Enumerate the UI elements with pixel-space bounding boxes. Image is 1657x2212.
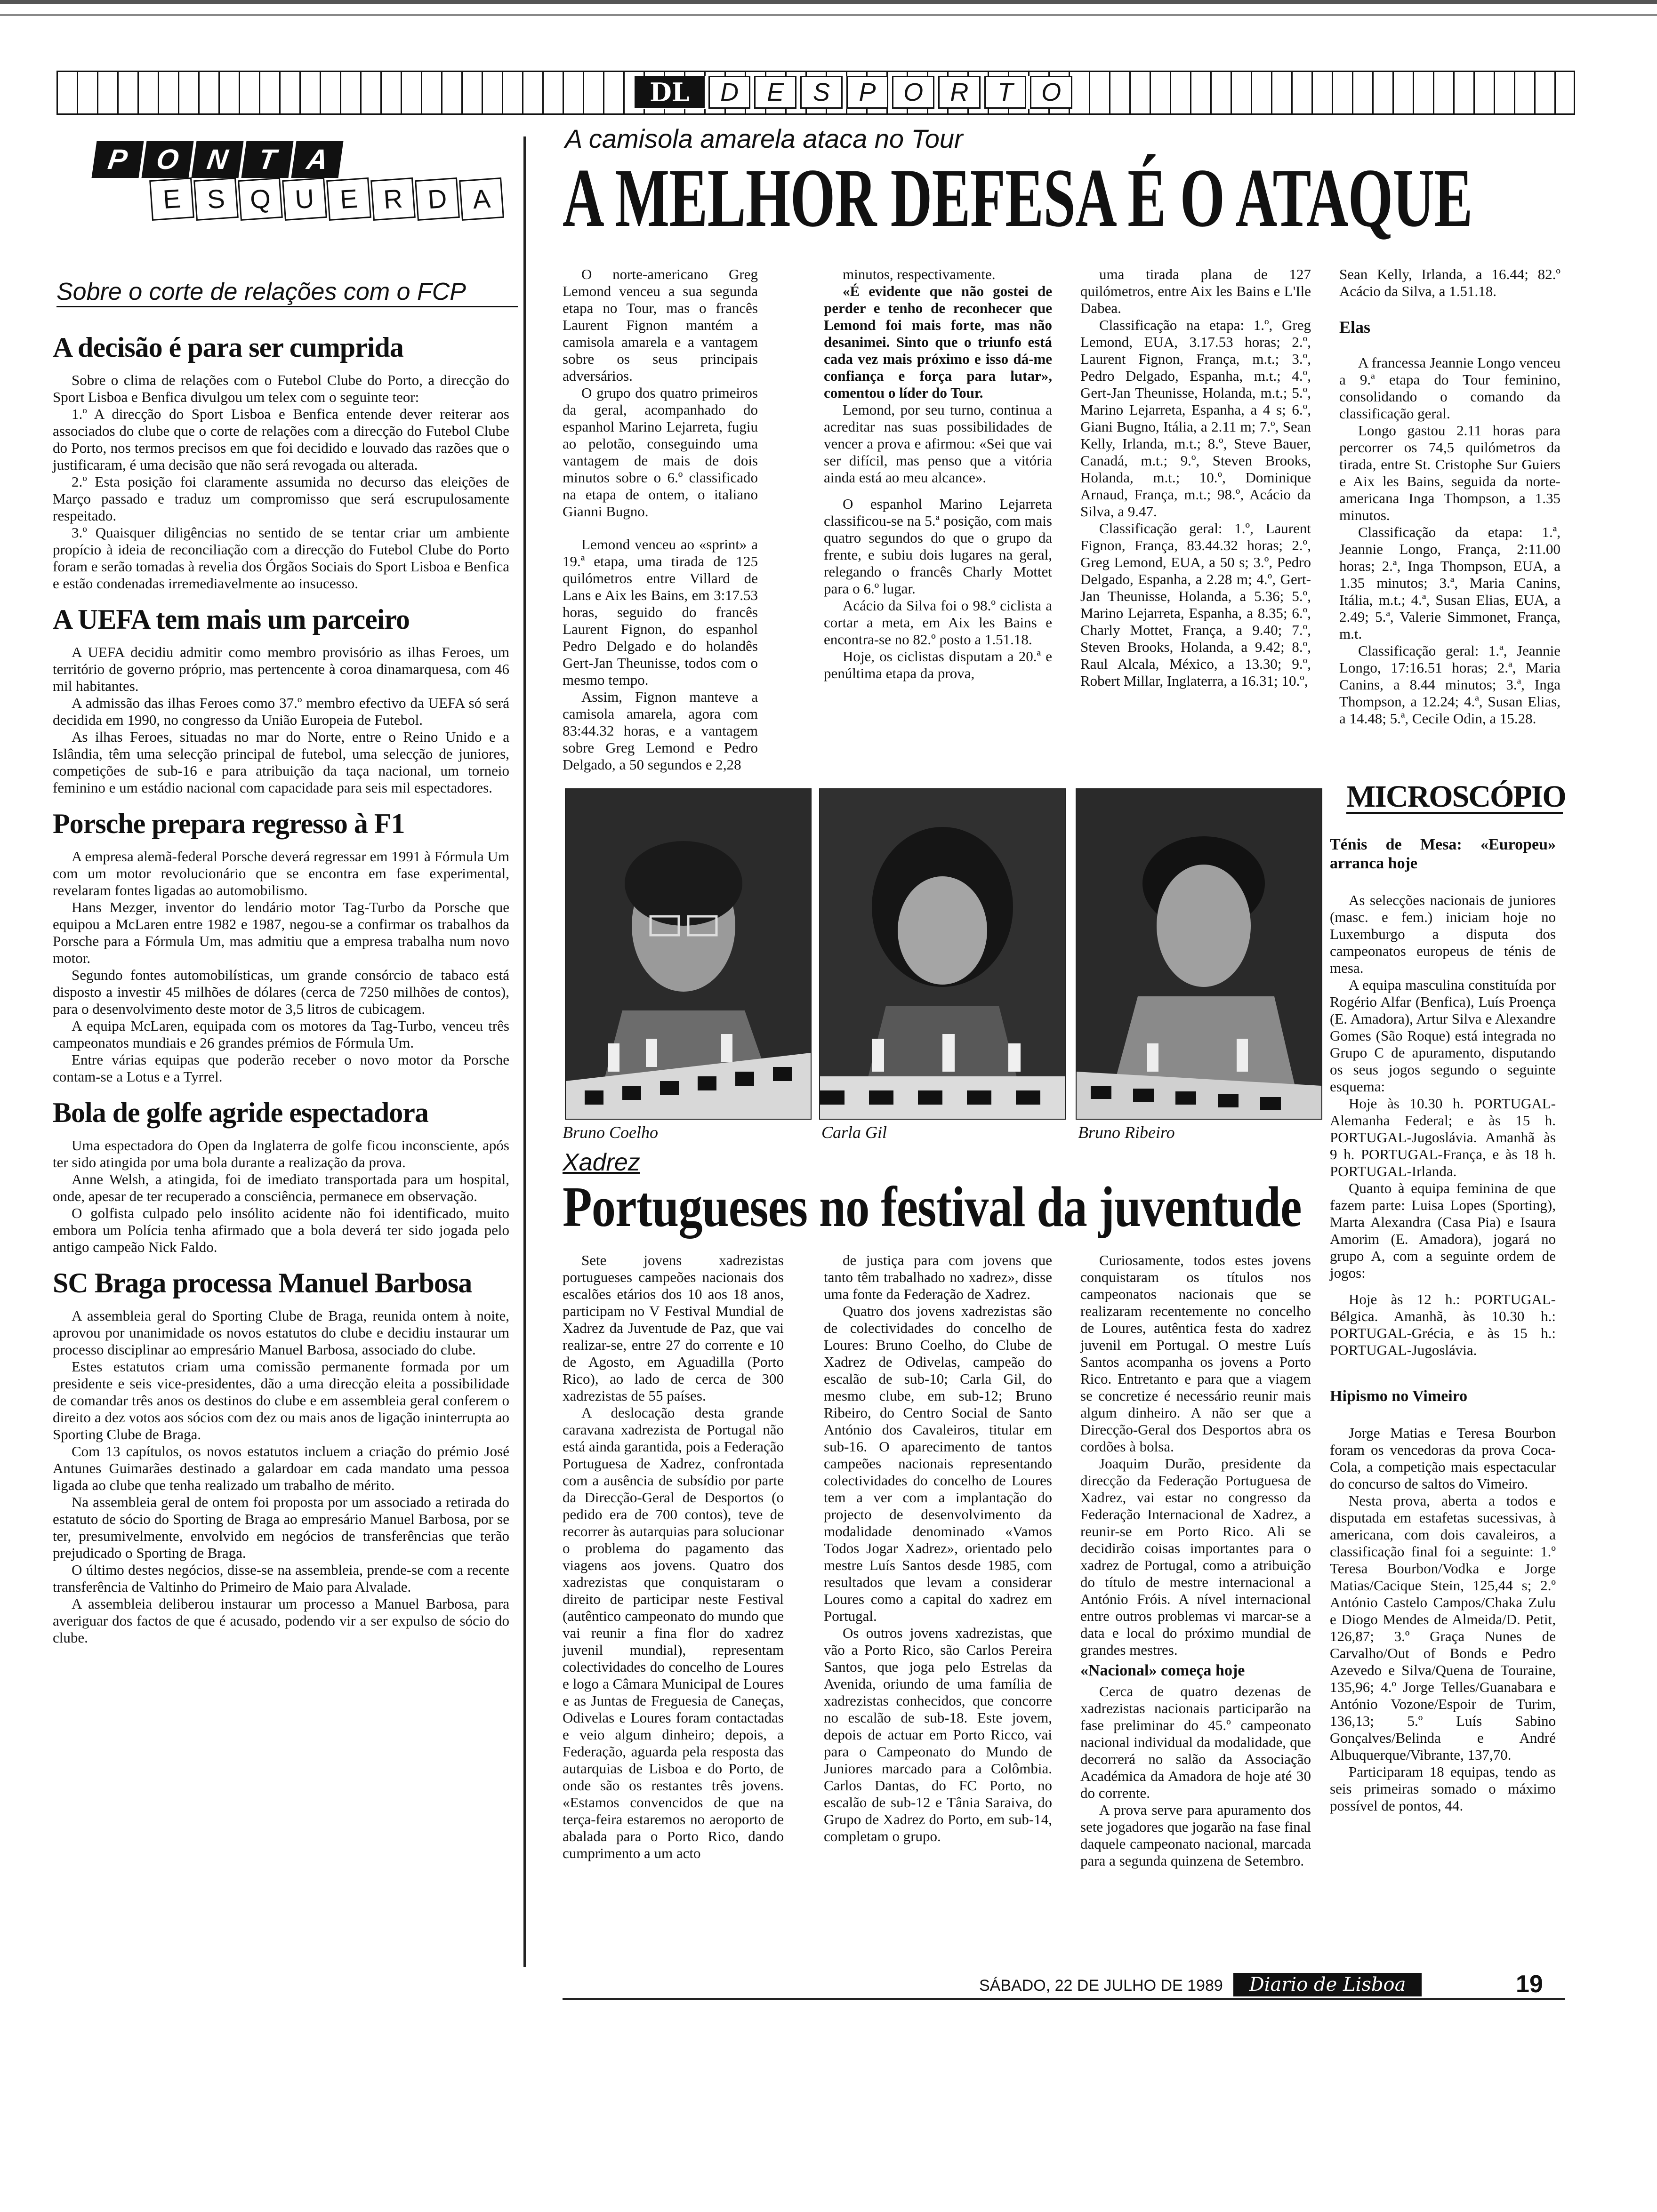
left-column-kicker: Sobre o corte de relações com o FCP — [56, 278, 518, 307]
article-title: A decisão é para ser cumprida — [53, 332, 403, 363]
ponta-letter: A — [291, 141, 344, 178]
tour-paragraph: Sean Kelly, Irlanda, a 16.44; 82.º Acácio da Silva, a 1.51.18. — [1339, 266, 1560, 299]
elas-paragraph: Longo gastou 2.11 horas para percorrer os 74,5 quilómetros da tirada, entre St. Cristophe Sur Guiers e Aix les Bains, seguida da norte-americana Inga Thompson, a 1.35 minutos. — [1339, 422, 1560, 523]
ponta-letter: N — [192, 141, 244, 178]
xadrez-paragraph: A deslocação desta grande caravana xadrezista de Portugal não está ainda garantida, pois a Federação Portuguesa de Xadrez, confrontada com a ausência de subsídio por parte da Direcção-Geral de Desportos (o pedido era de 700 contos), teve de recorrer às autarquias para solucionar o problema do pagamento das viagens aos jovens. Quatro dos xadrezistas que conquistaram o direito de participar neste Festival (autêntico campeonato do mundo que vai reunir a fina flor do xadrez juvenil mundial), representam colectividades do concelho de Loures e logo a Câmara Municipal de Loures e as Juntas de Freguesia de Caneças, Odivelas e Loures foram contactadas e veio algum dinheiro; depois, a Federação, aguarda pela resposta das autarquias de Lisboa e do Porto, de onde são os restantes três jovens. «Estamos convencidos de que na terça-feira estaremos no aeroporto de abalada para o Porto Rico, dando cumprimento a um acto — [563, 1404, 784, 1861]
tour-paragraph: minutos, respectivamente. — [843, 266, 996, 282]
tour-column-2 — [824, 266, 1052, 682]
esquerda-letter: R — [370, 177, 416, 221]
tenis-paragraph: Quanto à equipa feminina de que fazem parte: Luisa Lopes (Sporting), Marta Alexandra (Casa Pia) e Isaura Amorim (E. Amadora), jogará no grupo A, com a seguinte ordem de jogos: — [1330, 1180, 1556, 1281]
article-paragraph: Uma espectadora do Open da Inglaterra de golfe ficou inconsciente, após ter sido atingida por uma bola durante a realização da prova. — [53, 1137, 509, 1170]
tour-quote: «É evidente que não gostei de perder e tenho de reconhecer que Lemond foi mais forte, mas não desanimei. Sinto que o triunfo está cada vez mais próximo e isso dá-me confiança e força para lutar», comentou o líder do Tour. — [824, 283, 1052, 401]
chess-player-photo — [1077, 789, 1321, 1119]
xadrez-paragraph: A prova serve para apuramento dos sete jogadores que jogarão na fase final daquele campeonato nacional, marcada para a segunda quinzena de Setembro. — [1080, 1802, 1311, 1869]
page-number: 19 — [1516, 1971, 1543, 1998]
xadrez-paragraph: Sete jovens xadrezistas portugueses campeões nacionais dos escalões etários dos 10 aos 18 anos, participam no V Festival Mundial de Xadrez da Juventude de Paz, que vai realizar-se, entre 27 do corrente e 10 de Agosto, em Aguadilla (Porto Rico), ao lado de cerca de 300 xadrezistas de 55 países. — [563, 1252, 784, 1404]
article-paragraph: A UEFA decidiu admitir como membro provisório as ilhas Feroes, um território de governo próprio, mas pertencente à coroa dinamarquesa, com 46 mil habitantes. — [53, 644, 509, 694]
tour-paragraph: O espanhol Marino Lejarreta classificou-se na 5.ª posição, com mais quatro segundos do que o grupo da frente, e subiu dois lugares na geral, relegando o francês Charly Mottet para o 6.º lugar. — [824, 496, 1052, 597]
tour-paragraph: Assim, Fignon manteve a camisola amarela, agora com 83:44.32 horas, e a vantagem sobre Greg Lemond e Pedro Delgado, a 50 segundos e 2,28 — [563, 689, 758, 773]
article-paragraph: O último destes negócios, disse-se na assembleia, prende-se com a recente transferência de Valtinho do Primeiro de Maio para Alvalade. — [53, 1562, 509, 1595]
photo-bruno-coelho — [565, 788, 812, 1120]
column-separator — [523, 136, 526, 1967]
tenis-title: Ténis de Mesa: «Europeu» arranca hoje — [1330, 836, 1556, 872]
tenis-paragraph: A equipa masculina constituída por Rogério Alfar (Benfica), Luís Proença (E. Amadora), Artur Silva e Alexandre Gomes (São Roque) está integrada no Grupo C de apuramento, disputando os seus jogos segundo o seguinte esquema: — [1330, 977, 1556, 1095]
tenis-paragraph: As selecções nacionais de juniores (masc. e fem.) iniciam hoje no Luxemburgo a disputa dos campeonatos europeus de ténis de mesa. — [1330, 892, 1556, 976]
photo-caption: Bruno Coelho — [563, 1123, 658, 1142]
section-letter: D — [708, 76, 751, 109]
article-paragraph: A assembleia geral do Sporting Clube de Braga, reunida ontem à noite, aprovou por unanimidade os novos estatutos do clube e decidiu instaurar um processo disciplinar ao empresário Manuel Barbosa, associado do clube. — [53, 1307, 509, 1358]
esquerda-letter: E — [149, 177, 194, 221]
esquerda-letter: S — [193, 177, 239, 221]
elas-title: Elas — [1339, 318, 1371, 337]
esquerda-logo — [151, 179, 505, 219]
article-paragraph: 2.º Esta posição foi claramente assumida no decurso das eleições de Março passado e traduz um compromisso que será escrupulosamente respeitado. — [53, 473, 509, 524]
footer-rule — [563, 1998, 1565, 2000]
article-title: SC Braga processa Manuel Barbosa — [53, 1267, 472, 1298]
esquerda-letter: D — [415, 177, 460, 221]
tour-paragraph: uma tirada plana de 127 quilómetros, entre Aix les Bains e L'Ile Dabea. — [1080, 266, 1311, 316]
section-letter: T — [984, 76, 1027, 109]
hipismo-paragraph: Jorge Matias e Teresa Bourbon foram os vencedoras da prova Coca-Cola, a competição mais espectacular do concurso de saltos do Vimeiro. — [1330, 1425, 1556, 1492]
xadrez-paragraph: de justiça para com jovens que tanto têm trabalhado no xadrez», disse uma fonte da Federação de Xadrez. — [824, 1252, 1052, 1302]
top-thin-rule — [0, 14, 1657, 16]
article-paragraph: Segundo fontes automobilísticas, um grande consórcio de tabaco está disposto a investir 45 milhões de dólares (cerca de 7250 milhões de contos), para o desenvolvimento deste motor de 3,5 litros de cubicagem. — [53, 967, 509, 1017]
section-letter: O — [892, 76, 934, 109]
elas-paragraph: A francessa Jeannie Longo venceu a 9.ª etapa do Tour feminino, consolidando o comando da classificação geral. — [1339, 354, 1560, 422]
article-paragraph: Estes estatutos criam uma comissão permanente formada por um presidente e seis vice-presidentes, dão a uma direcção eleita a possibilidade de comandar três anos os destinos do clube e em assembleia geral conferem o direito a dez votos aos sócios com dez ou mais anos de ligação ininterrupta ao Sporting Clube de Braga. — [53, 1358, 509, 1443]
tour-paragraph: Classificação na etapa: 1.º, Greg Lemond, EUA, 3.17.53 horas; 2.º, Laurent Fignon, França, m.t.; 3.º, Pedro Delgado, Espanha, m.t.; 4.º, Gert-Jan Theunisse, Holanda, m.t.; 5.º, Marino Lejarreta, Espanha, a 4 s; 6.º, Giani Bugno, Itália, a 2.11 m; 7.º, Sean Kelly, Irlanda, m.t.; 8.º, Steve Bauer, Canadá, m.t.; 9.º, Steven Brooks, Holanda, m.t.; 10.º, Dominique Arnaud, França, m.t.; 98.º, Acácio da Silva, a 9.47. — [1080, 317, 1311, 520]
tour-paragraph: Hoje, os ciclistas disputam a 20.ª e penúltima etapa da prova, — [824, 648, 1052, 681]
esquerda-letter: Q — [238, 177, 283, 221]
article-title: A UEFA tem mais um parceiro — [53, 604, 410, 635]
tenis-paragraph: Hoje às 10.30 h. PORTUGAL-Alemanha Federal; e às 15 h. PORTUGAL-Jugoslávia. Amanhã às 9 h. PORTUGAL-França, e às 18 h. PORTUGAL-Irlanda. — [1330, 1095, 1556, 1179]
photo-caption: Carla Gil — [821, 1123, 887, 1142]
xadrez-column-2 — [824, 1252, 1052, 1845]
tour-kicker: A camisola amarela ataca no Tour — [565, 124, 963, 153]
dl-logo: DL — [635, 76, 705, 108]
article-paragraph: Hans Mezger, inventor do lendário motor Tag-Turbo da Porsche que equipou a McLaren entre 1982 e 1987, negou-se a confirmar os trabalhos da Porsche para a Fórmula Um, mas admitiu que a empresa trabalha num novo motor. — [53, 899, 509, 966]
ponta-letter: T — [241, 141, 294, 178]
article-paragraph: Anne Welsh, a atingida, foi de imediato transportada para um hospital, onde, apesar de ter recuperado a consciência, permanece em observação. — [53, 1171, 509, 1204]
tour-column-3 — [1080, 266, 1311, 689]
article-paragraph: Sobre o clima de relações com o Futebol Clube do Porto, a direcção do Sport Lisboa e Benfica divulgou um telex com o seguinte teor: — [53, 372, 509, 405]
ponta-logo — [94, 141, 344, 178]
xadrez-paragraph: Curiosamente, todos estes jovens conquistaram os títulos nos campeonatos nacionais que se realizaram recentemente no concelho de Loures, autêntica festa do xadrez juvenil em Portugal. O mestre Luís Santos acompanha os jovens a Porto Rico. Entretanto e para que a viagem se concretize é necessário reunir mais algum dinheiro. A não ser que a Direcção-Geral dos Desportos abra os cordões à bolsa. — [1080, 1252, 1311, 1455]
elas-paragraph: Classificação da etapa: 1.ª, Jeannie Longo, França, 2:11.00 horas; 2.ª, Inga Thompson, EUA, a 1.35 minutos; 3.ª, Maria Canins, Itália, m.t.; 4.ª, Susan Elias, EUA, a 2.49; 5.ª, Valerie Simmonet, França, m.t. — [1339, 524, 1560, 642]
article-paragraph: O golfista culpado pelo insólito acidente não foi identificado, muito embora um Polícia tenha afirmado que a bola deverá ter sido jogada pelo antigo campeão Nick Faldo. — [53, 1205, 509, 1255]
xadrez-paragraph: Os outros jovens xadrezistas, que vão a Porto Rico, são Carlos Pereira Santos, que joga pelo Estrelas da Avenida, oriundo de uma família de xadrezistas conhecidos, que concorre no escalão de sub-18. Este jovem, depois de actuar em Porto Ricco, vai para o Campeonato do Mundo de Juniores marcado para a Colômbia. Carlos Dantas, do FC Porto, no escalão de sub-12 e Tânia Saraiva, do Grupo de Xadrez do Porto, em sub-14, completam o grupo. — [824, 1625, 1052, 1844]
section-letter: R — [938, 76, 981, 109]
microscopio-title: MICROSCÓPIO — [1346, 779, 1566, 814]
photo-bruno-ribeiro — [1076, 788, 1322, 1120]
tour-column-1 — [563, 266, 758, 773]
chess-player-photo — [820, 789, 1065, 1119]
ponta-letter: O — [142, 141, 194, 178]
article-paragraph: 1.º A direcção do Sport Lisboa e Benfica entende dever reiterar aos associados do clube que o corte de relações com a direcção do Futebol Clube do Porto, nos termos precisos em que foi decidido e louvado das razões que o justificaram, é uma decisão que não será revogada ou alterada. — [53, 406, 509, 473]
article-paragraph: A admissão das ilhas Feroes como 37.º membro efectivo da UEFA só será decidida em 1990, no congresso da União Europeia de Futebol. — [53, 695, 509, 728]
top-edge-rule — [0, 0, 1657, 4]
section-letter: E — [754, 76, 796, 109]
esquerda-letter: U — [282, 177, 327, 221]
xadrez-kicker: Xadrez — [563, 1149, 640, 1176]
xadrez-column-1 — [563, 1252, 784, 1862]
microscopio-column — [1330, 835, 1556, 1814]
section-masthead-strip — [56, 71, 1575, 115]
xadrez-paragraph: Cerca de quatro dezenas de xadrezistas nacionais participarão na fase preliminar do 45.º campeonato nacional individual da modalidade, que decorrerá no salão da Associação Académica da Amadora de hoje até 30 do corrente. — [1080, 1683, 1311, 1801]
tour-column-4 — [1339, 266, 1560, 727]
section-letter: P — [846, 76, 889, 109]
tour-paragraph: O grupo dos quatro primeiros da geral, acompanhado do espanhol Marino Lejarreta, fugiu ao pelotão, conseguindo uma vantagem de mais de dois minutos sobre o 6.º classificado na etapa de ontem, o italiano Gianni Bugno. — [563, 385, 758, 520]
article-paragraph: Com 13 capítulos, os novos estatutos incluem a criação do prémio José Antunes Guimarães destinado a galardoar em cada mandato uma pessoa ligada ao clube que tenha realizado um trabalho de mérito. — [53, 1443, 509, 1493]
chess-player-photo — [566, 789, 811, 1119]
xadrez-paragraph: Quatro dos jovens xadrezistas são de colectividades do concelho de Loures: Bruno Coelho, do Clube de Xadrez de Odivelas, campeão do escalão de sub-10; Carla Gil, do mesmo clube, em sub-12; Bruno Ribeiro, do Centro Social de Santo António dos Cavaleiros, titular em sub-16. O aparecimento de tantos campeões nacionais representando colectividades do concelho de Loures tem a ver com a implantação do projecto de desenvolvimento da modalidade denominado «Vamos Todos Jogar Xadrez», orientado pelo mestre Luís Santos desde 1985, com resultados que levam a considerar Loures como a capital do xadrez em Portugal. — [824, 1303, 1052, 1624]
photo-carla-gil — [819, 788, 1066, 1120]
tour-paragraph: Acácio da Silva foi o 98.º ciclista a cortar a meta, em Aix les Bains e encontra-se no 82.º posto a 1.51.18. — [824, 597, 1052, 648]
xadrez-paragraph: Joaquim Durão, presidente da direcção da Federação Portuguesa de Xadrez, vai estar no congresso da Federação Internacional de Xadrez, a reunir-se em Porto Rico. Ali se decidirão coisas importantes para o xadrez de Portugal, como a atribuição do título de mestre internacional a António Fróis. A nível internacional entre outros problemas vi marcar-se a data e local do próximo mundial de grandes mestres. — [1080, 1455, 1311, 1658]
hipismo-paragraph: Nesta prova, aberta a todos e disputada em estafetas sucessivas, à americana, com dois cavaleiros, a classificação final foi a seguinte: 1.º Teresa Bourbon/Vodka e Jorge Matias/Cacique Stein, 125,44 s; 2.º António Castelo Campos/Chaka Zulu e Diogo Mendes de Almeida/D. Petit, 126,87; 3.º Graça Nunes de Carvalho/Out of Bonds e Pedro Azevedo e Silva/Quena de Touraine, 135,96; 4.º Jorge Telles/Guanabara e António Vozone/Espoir de Turim, 136,13; 5.º Luís Sabino Gonçalves/Belinda e André Albuquerque/Vibrante, 137,70. — [1330, 1492, 1556, 1763]
article-paragraph: As ilhas Feroes, situadas no mar do Norte, entre o Reino Unido e a Islândia, têm uma selecção principal de futebol, uma selecção de juniores, competições de sub-16 e para atribuição da taça nacional, um torneio feminino e um estádio nacional com capacidade para seis mil espectadores. — [53, 729, 509, 796]
section-letter: O — [1030, 76, 1072, 109]
tour-headline: A MELHOR DEFESA É O ATAQUE — [563, 151, 1472, 244]
article-paragraph: A equipa McLaren, equipada com os motores da Tag-Turbo, venceu três campeonatos mundiais e 26 grandes prémios de Fórmula Um. — [53, 1018, 509, 1051]
article-title: Bola de golfe agride espectadora — [53, 1097, 428, 1128]
tenis-paragraph: Hoje às 12 h.: PORTUGAL-Bélgica. Amanhã, às 10.30 h.: PORTUGAL-Grécia, e às 15 h.: PORTUGAL-Jugoslávia. — [1330, 1291, 1556, 1358]
article-paragraph: Entre várias equipas que poderão receber o novo motor da Porsche contam-se a Lotus e a Tyrrel. — [53, 1051, 509, 1085]
tour-paragraph: Classificação geral: 1.º, Laurent Fignon, França, 83.44.32 horas; 2.º, Greg Lemond, EUA, a 50 s; 3.º, Pedro Delgado, Espanha, a 2.28 m; 4.º, Gert-Jan Theunisse, Holanda, a 5.36; 5.º, Marino Lejarreta, Espanha, a 8.35; 6.º, Charly Mottet, França, a 9.40; 7.º, Steven Brooks, Holanda, a 9.42; 8.º, Raul Alcala, México, a 13.30; 9.º, Robert Millar, Inglaterra, a 16.31; 10.º, — [1080, 520, 1311, 689]
hipismo-title: Hipismo no Vimeiro — [1330, 1387, 1468, 1405]
photo-caption: Bruno Ribeiro — [1078, 1123, 1175, 1142]
section-label-box — [635, 76, 1072, 109]
tour-paragraph: Lemond, por seu turno, continua a acreditar nas suas possibilidades de vencer a prova e afirmou: «Sei que vai ser difícil, mas penso que a vitória ainda está ao meu alcance». — [824, 401, 1052, 486]
footer-date: SÁBADO, 22 DE JULHO DE 1989 — [979, 1977, 1223, 1995]
elas-paragraph: Classificação geral: 1.ª, Jeannie Longo, 17:16.51 horas; 2.ª, Maria Canins, a 8.44 minutos; 3.ª, Inga Thompson, a 12.24; 4.ª, Susan Elias, a 14.48; 5.ª, Cecile Odin, a 15.28. — [1339, 642, 1560, 727]
tour-paragraph: Lemond venceu ao «sprint» a 19.ª etapa, uma tirada de 125 quilómetros entre Villard de Lans e Aix les Bains, em 3:17.53 horas, seguido do francês Laurent Fignon, do espanhol Pedro Delgado e do holandês Gert-Jan Theunisse, todos com o mesmo tempo. — [563, 536, 758, 688]
xadrez-column-3 — [1080, 1252, 1311, 1869]
article-title: Porsche prepara regresso à F1 — [53, 808, 405, 839]
hipismo-paragraph: Participaram 18 equipas, tendo as seis primeiras somado o máximo possível de pontos, 44. — [1330, 1763, 1556, 1814]
article-paragraph: 3.º Quaisquer diligências no sentido de se tentar criar um ambiente propício à ideia de reconciliação com a direcção do Futebol Clube do Porto foram e serão tomadas à revelia dos Órgãos Sociais do Sport Lisboa e Benfica e estão condenadas irremediavelmente ao insucesso. — [53, 524, 509, 592]
nacional-title: «Nacional» começa hoje — [1080, 1662, 1245, 1679]
esquerda-letter: A — [459, 177, 504, 221]
article-paragraph: Na assembleia geral de ontem foi proposta por um associado a retirada do estatuto de sócio do Sporting de Braga ao empresário Manuel Barbosa, por se ter, presumivelmente, envolvido em negócios de transferências que terão prejudicado o Sporting de Braga. — [53, 1494, 509, 1561]
footer-paper-name: Diario de Lisboa — [1233, 1973, 1422, 1996]
ponta-esquerda-column — [53, 320, 509, 1646]
esquerda-letter: E — [326, 177, 371, 221]
xadrez-headline: Portugueses no festival da juventude — [563, 1175, 1302, 1239]
section-letter: S — [800, 76, 843, 109]
article-paragraph: A empresa alemã-federal Porsche deverá regressar em 1991 à Fórmula Um com um motor revolucionário que se encontra em fase experimental, revelaram fontes ligadas ao automobilismo. — [53, 848, 509, 898]
ponta-letter: P — [92, 141, 144, 178]
tour-paragraph: O norte-americano Greg Lemond venceu a sua segunda etapa no Tour, mas o francês Laurent Fignon mantém a camisola amarela e a vantagem sobre os seus principais adversários. — [563, 266, 758, 384]
article-paragraph: A assembleia deliberou instaurar um processo a Manuel Barbosa, para averiguar dos factos de que é acusado, podendo vir a ser expulso de sócio do clube. — [53, 1595, 509, 1646]
